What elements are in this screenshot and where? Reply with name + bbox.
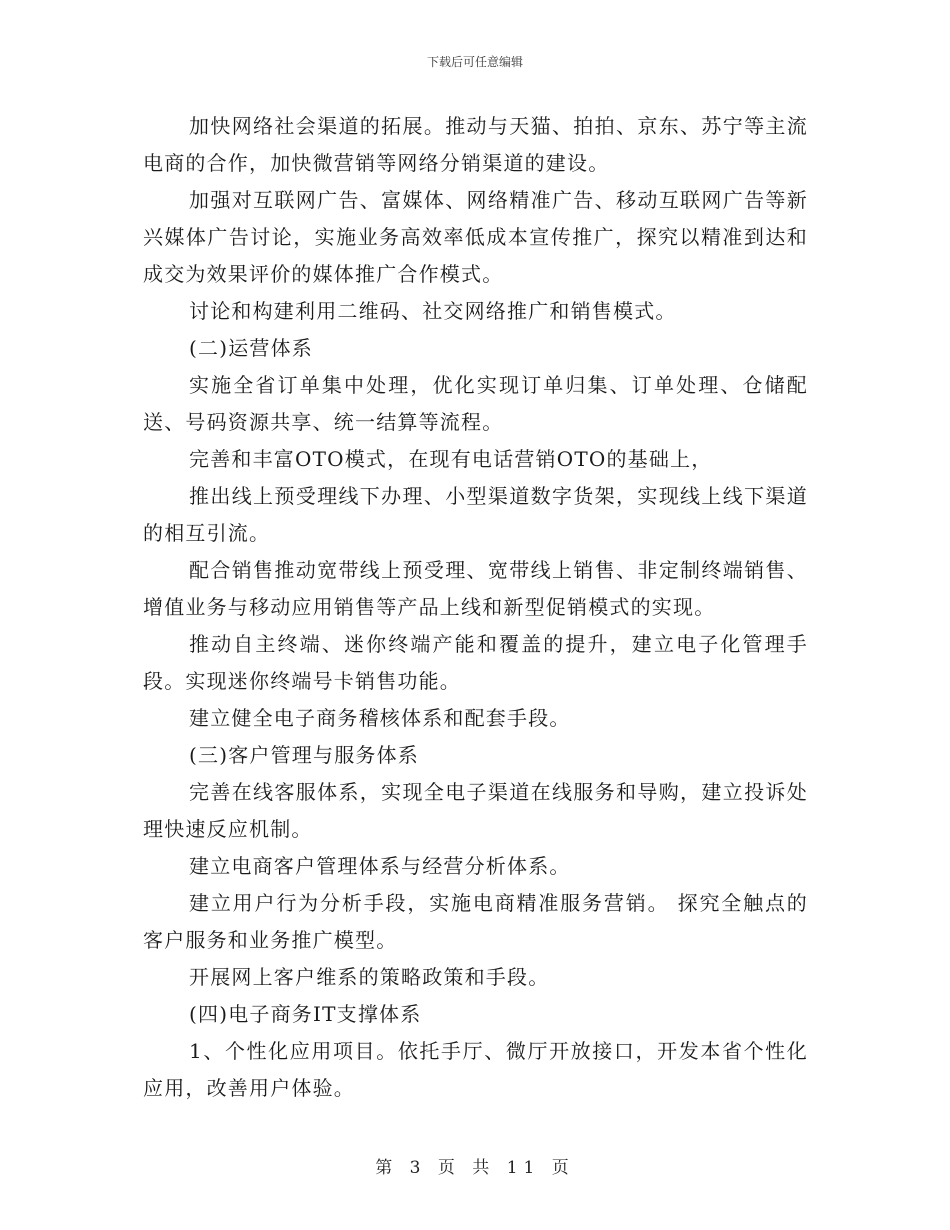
paragraph: 开展网上客户维系的策略政策和手段。	[189, 965, 550, 989]
section-heading: (二)运营体系	[189, 336, 314, 360]
document-body	[143, 108, 808, 1107]
paragraph: 建立用户行为分析手段，实施电商精准服务营销。 探究全触点的客户服务和业务推广模型。	[143, 891, 808, 952]
paragraph: 实施全省订单集中处理，优化实现订单归集、订单处理、仓储配送、号码资源共享、统一结算等流程。	[143, 373, 808, 434]
paragraph: 加强对互联网广告、富媒体、网络精准广告、移动互联网广告等新兴媒体广告讨论，实施业务高效率低成本宣传推广，探究以精准到达和成交为效果评价的媒体推广合作模式。	[143, 188, 808, 286]
paragraph: 1、个性化应用项目。依托手厅、微厅开放接口，开发本省个性化应用，改善用户体验。	[143, 1039, 808, 1100]
paragraph: 配合销售推动宽带线上预受理、宽带线上销售、非定制终端销售、增值业务与移动应用销售等产品上线和新型促销模式的实现。	[143, 558, 808, 619]
page-footer: 第 3 页 共 11 页	[375, 1158, 575, 1178]
section-heading: (四)电子商务IT支撑体系	[189, 1002, 422, 1026]
paragraph: 加快网络社会渠道的拓展。推动与天猫、拍拍、京东、苏宁等主流电商的合作，加快微营销等网络分销渠道的建设。	[143, 114, 808, 175]
section-heading: (三)客户管理与服务体系	[189, 743, 420, 767]
paragraph: 完善和丰富OTO模式，在现有电话营销OTO的基础上，	[189, 447, 713, 471]
page-header: 下载后可任意编辑	[426, 55, 523, 69]
paragraph: 讨论和构建利用二维码、社交网络推广和销售模式。	[189, 299, 677, 323]
paragraph: 推动自主终端、迷你终端产能和覆盖的提升，建立电子化管理手段。实现迷你终端号卡销售功能。	[143, 632, 808, 693]
paragraph: 建立健全电子商务稽核体系和配套手段。	[189, 706, 571, 730]
paragraph: 推出线上预受理线下办理、小型渠道数字货架，实现线上线下渠道的相互引流。	[143, 484, 808, 545]
paragraph: 建立电商客户管理体系与经营分析体系。	[189, 854, 571, 878]
paragraph: 完善在线客服体系，实现全电子渠道在线服务和导购，建立投诉处理快速反应机制。	[143, 780, 808, 841]
